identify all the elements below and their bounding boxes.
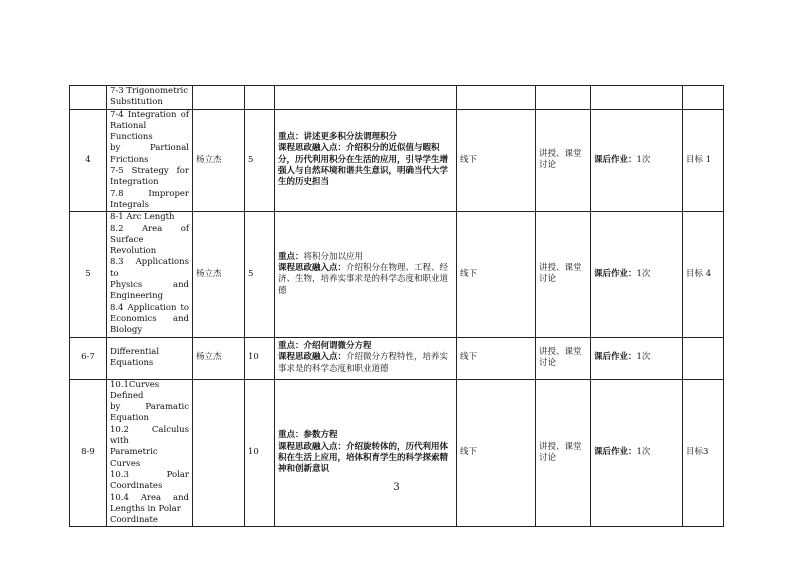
week-cell: 5 bbox=[70, 212, 107, 337]
topic-cell bbox=[107, 212, 193, 337]
topic-line: Lengths in Polar bbox=[110, 503, 181, 514]
content-paragraph bbox=[278, 252, 453, 263]
homework-value: 1次 bbox=[636, 154, 651, 165]
homework-cell bbox=[591, 337, 683, 379]
topic-line: 7-4 Integration of bbox=[110, 109, 189, 120]
goal-cell bbox=[683, 337, 724, 379]
mode-cell: 线下 bbox=[457, 109, 536, 212]
content-cell bbox=[275, 212, 457, 337]
topic-line: Rational Functions bbox=[110, 120, 153, 143]
topic-line: 8.4 Application to bbox=[110, 302, 189, 313]
topic-line: Substitution bbox=[110, 97, 163, 108]
topic-line: Frictions bbox=[110, 154, 149, 165]
week-cell: 8-9 bbox=[70, 379, 107, 527]
topic-line: 10.1Curves Defined bbox=[110, 379, 160, 401]
content-cell bbox=[275, 379, 457, 527]
topic-line: Coordinate bbox=[110, 515, 158, 526]
course-schedule-table bbox=[69, 85, 724, 527]
table-row bbox=[70, 109, 724, 212]
goal-cell: 目标 4 bbox=[683, 212, 724, 337]
homework-value: 1次 bbox=[636, 447, 651, 458]
hours-cell: 10 bbox=[245, 337, 275, 379]
mode-cell: 线下 bbox=[457, 212, 536, 337]
topic-line: Integrals bbox=[110, 199, 149, 210]
method-cell: 讲授、课堂讨论 bbox=[536, 337, 591, 379]
method-cell bbox=[536, 86, 591, 110]
topic-line: Revolution bbox=[110, 246, 157, 257]
teacher-cell: 杨立杰 bbox=[193, 109, 245, 212]
homework-cell bbox=[591, 212, 683, 337]
content-label: 重点： bbox=[278, 132, 304, 143]
teacher-cell: 杨立杰 bbox=[193, 212, 245, 337]
mode-cell bbox=[457, 86, 536, 110]
content-text: 参数方程 bbox=[303, 430, 338, 441]
topic-line: 10.4 Area and bbox=[110, 492, 189, 503]
content-cell bbox=[275, 109, 457, 212]
table-row bbox=[70, 379, 724, 527]
week-cell bbox=[70, 86, 107, 110]
content-paragraph bbox=[278, 132, 453, 143]
content-text: 介绍微分方程特性，培养实事求是的科学态度和职业道德 bbox=[278, 352, 449, 374]
page-number: 3 bbox=[393, 482, 400, 493]
topic-line: Economics and bbox=[110, 313, 189, 324]
content-text: 介绍何谓微分方程 bbox=[303, 341, 372, 352]
week-cell: 6-7 bbox=[70, 337, 107, 379]
topic-cell bbox=[107, 86, 193, 110]
homework-label: 课后作业： bbox=[594, 447, 637, 458]
content-text: 介绍积分在物理、工程、经济、生物，培养实事求是的科学态度和职业道德 bbox=[278, 263, 449, 296]
content-label: 重点： bbox=[278, 430, 304, 441]
topic-line: Differential bbox=[110, 346, 160, 357]
method-cell: 讲授、课堂讨论 bbox=[536, 212, 591, 337]
topic-line: Parametric Curves bbox=[110, 447, 158, 469]
method-cell: 讲授、课堂讨论 bbox=[536, 109, 591, 212]
topic-line: by Partional bbox=[110, 143, 189, 154]
topic-line: Biology bbox=[110, 325, 143, 336]
topic-line: 7-3 Trigonometric bbox=[110, 86, 189, 96]
content-text: 讲述更多积分法谓理积分 bbox=[303, 132, 398, 143]
goal-cell: 目标 1 bbox=[683, 109, 724, 212]
homework-cell bbox=[591, 109, 683, 212]
hours-cell: 10 bbox=[245, 379, 275, 527]
topic-line: Equations bbox=[110, 358, 154, 369]
topic-line: Engineering bbox=[110, 291, 164, 302]
topic-cell bbox=[107, 337, 193, 379]
content-label: 课程思政融入点： bbox=[278, 352, 347, 363]
homework-label: 课后作业： bbox=[594, 352, 637, 363]
content-text: 介绍旋转体的，历代利用体积在生活上应用，培体积育学生的科学探索精神和创新意识 bbox=[278, 441, 449, 475]
content-text: 介绍积分的近似值与暇积分，历代利用积分在生活的应用，引导学生增强人与自然环境和谐共生意识，明确当代大学生的历史担当 bbox=[278, 143, 449, 188]
content-paragraph bbox=[278, 341, 453, 352]
content-paragraph bbox=[278, 143, 453, 188]
topic-line: 7.8 Improper bbox=[110, 188, 189, 199]
week-cell: 4 bbox=[70, 109, 107, 212]
content-paragraph bbox=[278, 430, 453, 441]
mode-cell: 线下 bbox=[457, 379, 536, 527]
content-label: 课程思政融入点： bbox=[278, 441, 347, 452]
method-cell: 讲授、课堂讨论 bbox=[536, 379, 591, 527]
teacher-cell bbox=[193, 379, 245, 527]
topic-line: Coordinates bbox=[110, 481, 163, 492]
content-paragraph bbox=[278, 442, 453, 476]
content-paragraph bbox=[278, 352, 453, 375]
content-cell bbox=[275, 337, 457, 379]
topic-line: Integration bbox=[110, 177, 159, 188]
content-paragraph bbox=[278, 263, 453, 297]
topic-line: 7-5 Strategy for bbox=[110, 166, 189, 177]
teacher-cell bbox=[193, 86, 245, 110]
hours-cell: 5 bbox=[245, 109, 275, 212]
homework-value: 1次 bbox=[636, 352, 651, 363]
goal-cell bbox=[683, 86, 724, 110]
content-label: 重点： bbox=[278, 341, 304, 352]
topic-line: 8-1 Arc Length bbox=[110, 212, 175, 223]
topic-cell bbox=[107, 379, 193, 527]
content-cell bbox=[275, 86, 457, 110]
content-label: 课程思政融入点： bbox=[278, 143, 347, 154]
hours-cell bbox=[245, 86, 275, 110]
topic-line: Equation bbox=[110, 413, 149, 424]
topic-line: 10.2 Calculus with bbox=[110, 424, 189, 447]
table-row bbox=[70, 212, 724, 337]
content-label: 重点： bbox=[278, 251, 304, 262]
content-text: 将积分加以应用 bbox=[303, 251, 364, 262]
homework-label: 课后作业： bbox=[594, 268, 637, 279]
table-row bbox=[70, 86, 724, 110]
mode-cell: 线下 bbox=[457, 337, 536, 379]
table-body bbox=[70, 86, 724, 527]
topic-line: 8.3 Applications to bbox=[110, 257, 189, 279]
homework-label: 课后作业： bbox=[594, 154, 637, 165]
goal-cell: 目标3 bbox=[683, 379, 724, 527]
hours-cell: 5 bbox=[245, 212, 275, 337]
homework-value: 1次 bbox=[636, 268, 651, 279]
topic-line: 10.3 Polar bbox=[110, 469, 189, 480]
topic-cell bbox=[107, 109, 193, 212]
teacher-cell: 杨立杰 bbox=[193, 337, 245, 379]
topic-line: Physics and bbox=[110, 280, 189, 291]
homework-cell bbox=[591, 379, 683, 527]
table-row bbox=[70, 337, 724, 379]
topic-line: by Paramatic bbox=[110, 402, 189, 413]
homework-cell bbox=[591, 86, 683, 110]
content-label: 课程思政融入点： bbox=[278, 263, 347, 274]
topic-line: 8.2 Area of Surface bbox=[110, 223, 189, 245]
